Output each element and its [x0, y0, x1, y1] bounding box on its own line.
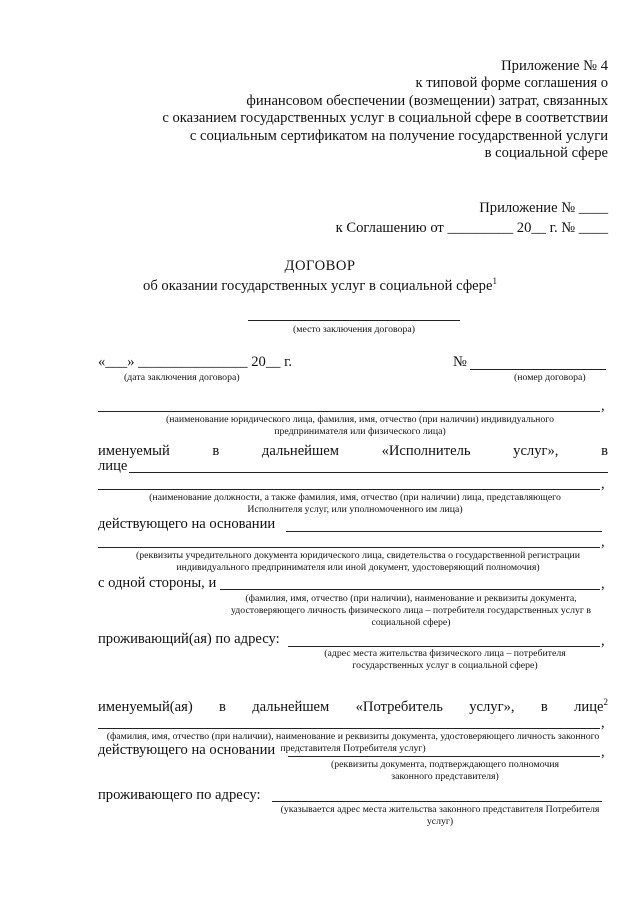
executor-name-line[interactable] — [98, 411, 600, 412]
place-line[interactable] — [248, 320, 460, 321]
date-caption: (дата заключения договора) — [124, 372, 240, 383]
title-sub-text: об оказании государственных услуг в социальной сфере — [143, 278, 493, 294]
representative-basis-line[interactable] — [288, 756, 600, 757]
agreement-reference: к Соглашению от _________ 20__ г. № ____ — [335, 220, 608, 236]
executor-named-row: именуемый в дальнейшем «Исполнитель услуг», в — [98, 443, 608, 459]
executor-basis-caption: (реквизиты учредительного документа юридического лица, свидетельства о государственной регистрации индивидуального предпринимателя или иной документ, удостоверяющий полномочия) — [135, 550, 581, 573]
place-caption: (место заключения договора) — [293, 324, 415, 335]
executor-position-line[interactable] — [98, 489, 600, 490]
header-line: с социальным сертификатом на получение государственной услуги — [189, 127, 608, 144]
representative-address-caption: (указывается адрес места жительства законного представителя Потребителя услуг) — [280, 804, 600, 827]
number-label: № — [453, 354, 467, 370]
number-caption: (номер договора) — [514, 372, 586, 383]
header-line: с оказанием государственных услуг в социальной сфере в соответствии — [162, 110, 608, 127]
consumer-caption: (фамилия, имя, отчество (при наличии), наименование и реквизиты документа, удостоверяющего личность физического лица – потребителя государственных услуг в социальной сфере) — [231, 593, 591, 628]
consumer-named-row: именуемый(ая) в дальнейшем «Потребитель услуг», в лице$^2$ — [98, 697, 608, 715]
face-line[interactable] — [129, 472, 608, 473]
consumer-address-caption: (адрес места жительства физического лица – потребителя государственных услуг в социальной сфере) — [324, 648, 566, 671]
executor-caption: (наименование юридического лица, фамилия, имя, отчество (при наличии) индивидуального предпринимателя или физического лица) — [166, 414, 554, 437]
appendix-number: Приложение № ____ — [479, 200, 608, 216]
consumer-name-line[interactable] — [220, 589, 600, 590]
executor-basis-line[interactable] — [286, 531, 602, 532]
representative-address-line[interactable] — [272, 801, 602, 802]
contract-number-line[interactable] — [470, 369, 606, 370]
document-title — [0, 258, 640, 295]
header-line: в социальной сфере — [484, 145, 608, 162]
representative-basis-label: действующего на основании — [98, 742, 276, 758]
appendix-reference — [88, 198, 608, 238]
face-label: лице — [98, 458, 128, 474]
consumer-address-line[interactable] — [288, 646, 600, 647]
consumer-address-label: проживающий(ая) по адресу: — [98, 631, 280, 647]
position-caption: (наименование должности, а также фамилия, имя, отчество (при наличии) лица, представляющего Исполнителя услуг, или уполномоченного им лица) — [149, 492, 561, 515]
header-line: Приложение № 4 — [501, 58, 608, 74]
footnote-1: 1 — [492, 276, 497, 287]
consumer-side-label: с одной стороны, и — [98, 575, 217, 591]
header-line: финансовом обеспечении (возмещении) затрат, связанных — [246, 92, 608, 109]
representative-address-label: проживающего по адресу: — [98, 787, 261, 803]
representative-basis-caption: (реквизиты документа, подтверждающего полномочия законного представителя) — [330, 759, 560, 782]
title-sub — [0, 278, 640, 295]
contract-date[interactable]: «___» _______________ 20__ г. — [98, 354, 293, 370]
representative-caption: (фамилия, имя, отчество (при наличии), наименование и реквизиты документа, удостоверяющего личность законного представителя Потребителя услуг) — [106, 731, 600, 754]
header-line: к типовой форме соглашения о — [415, 75, 608, 92]
executor-basis-label: действующего на основании — [98, 516, 276, 532]
executor-basis-line-2[interactable] — [98, 547, 600, 548]
footnote-2: 2 — [603, 697, 608, 708]
document-header — [88, 58, 608, 162]
title-main: ДОГОВОР — [284, 258, 356, 274]
representative-name-line[interactable] — [98, 728, 600, 729]
